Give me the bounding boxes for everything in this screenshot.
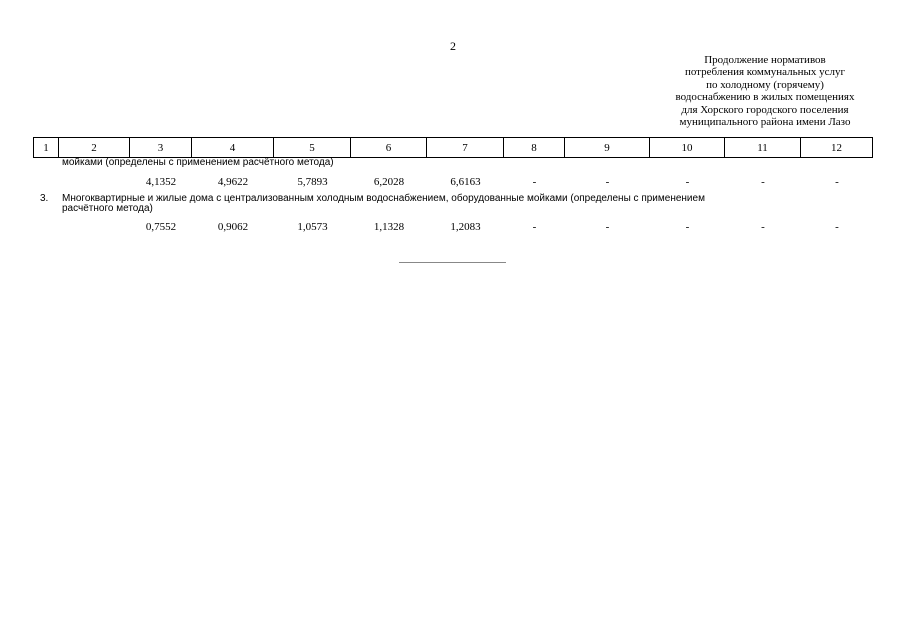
header-note (640, 54, 890, 128)
column-number-cell: 12 (801, 138, 873, 158)
column-number-cell: 4 (192, 138, 274, 158)
value-cell: - (685, 221, 690, 233)
column-number-cell: 1 (34, 138, 59, 158)
value-cell: 4,9622 (217, 176, 249, 188)
column-number-header (33, 137, 873, 158)
header-note-line: потребления коммунальных услуг (684, 66, 846, 79)
section-description: мойками (определены с применением расчётного метода) (62, 157, 334, 168)
section-description: Многоквартирные и жилые дома с централизованным холодным водоснабжением, оборудованные мойками (определены с применением (62, 193, 705, 204)
column-number-row (34, 138, 873, 158)
section-description: расчётного метода) (62, 203, 153, 214)
header-note-line: муниципального района имени Лазо (679, 116, 851, 129)
value-cell: 1,0573 (297, 221, 328, 233)
value-cell: 0,9062 (217, 221, 249, 233)
value-cell: - (685, 176, 690, 188)
values-row (0, 221, 905, 233)
column-number-cell: 6 (351, 138, 427, 158)
value-cell: - (761, 221, 765, 233)
value-cell: 1,1328 (373, 221, 405, 233)
section-number: 3. (40, 193, 49, 204)
value-cell: - (605, 176, 610, 188)
column-number-cell: 11 (725, 138, 801, 158)
column-number-cell: 10 (650, 138, 725, 158)
value-cell: - (605, 221, 610, 233)
value-cell: 4,1352 (145, 176, 177, 188)
values-row (0, 176, 905, 188)
column-number-cell: 5 (274, 138, 351, 158)
value-cell: 1,2083 (450, 221, 481, 233)
column-number-cell: 8 (504, 138, 565, 158)
column-number-cell: 7 (427, 138, 504, 158)
value-cell: 6,6163 (450, 176, 481, 188)
header-note-line: водоснабжению в жилых помещениях (675, 91, 855, 104)
value-cell: - (835, 176, 839, 188)
value-cell: - (532, 221, 537, 233)
value-cell: 0,7552 (145, 221, 177, 233)
column-number-cell: 2 (59, 138, 130, 158)
page-number: 2 (450, 39, 456, 53)
header-note-line: Продолжение нормативов (704, 54, 826, 66)
value-cell: 6,2028 (373, 176, 405, 188)
header-note-line: по холодному (горячему) (706, 78, 824, 91)
value-cell: - (835, 221, 839, 233)
column-number-cell: 9 (565, 138, 650, 158)
footer-separator-line (399, 262, 506, 263)
value-cell: - (532, 176, 537, 188)
column-number-cell: 3 (130, 138, 192, 158)
value-cell: - (761, 176, 765, 188)
value-cell: 5,7893 (297, 176, 328, 188)
header-note-line: для Хорского городского поселения (681, 103, 849, 116)
